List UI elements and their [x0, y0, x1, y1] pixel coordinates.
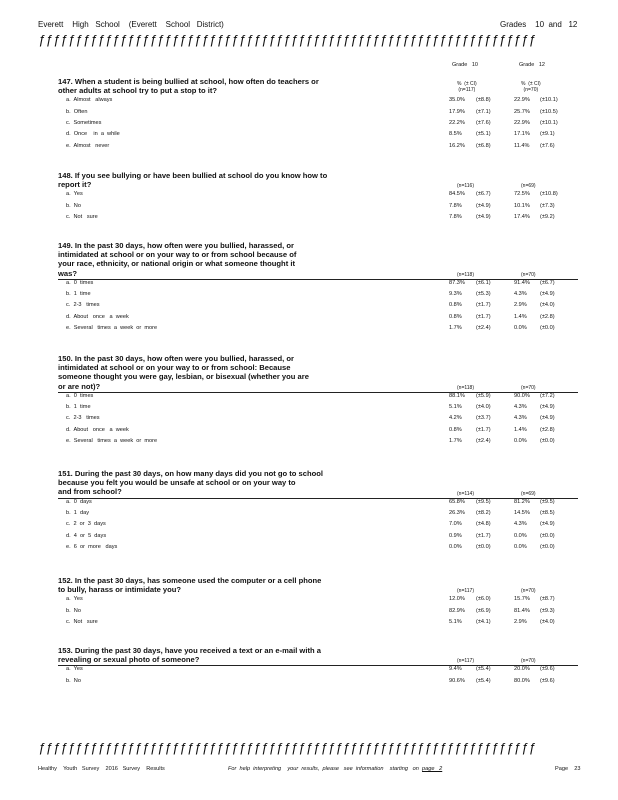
grade-10-ci: (±2.4) [476, 438, 491, 444]
question-number: 148. [58, 171, 73, 180]
school-title: Everett High School (Everett School District) [38, 20, 224, 29]
grade-12-percent: 81.2% [514, 498, 530, 505]
grade-10-heading: Grade 10 [452, 62, 478, 68]
grade-10-percent: 0.8% [449, 313, 462, 320]
grade-12-ci: (±4.9) [540, 521, 555, 528]
grade-10-percent: 7.8% [449, 202, 462, 209]
answer-label: d. 4 or 5 days [66, 532, 107, 539]
grade-10-percent: 22.2% [449, 120, 465, 126]
question-text [58, 241, 578, 278]
grade-10-ci: (±0.0) [476, 543, 491, 550]
answer-row [58, 510, 578, 521]
grade-10-percent: 7.0% [449, 521, 462, 528]
question-text [58, 354, 578, 391]
question-number: 150. [58, 354, 73, 363]
grade-12-ci: (±8.5) [540, 509, 555, 516]
question-block [58, 171, 578, 220]
question-number: 153. [58, 646, 73, 655]
answer-row [58, 314, 578, 325]
question-number: 152. [58, 576, 73, 585]
answer-row [58, 302, 578, 313]
n-grade-12: (n=70) [521, 658, 536, 665]
n-grade-12: (n=69) [521, 490, 536, 497]
grade-10-ci: (±5.4) [476, 677, 491, 684]
grade-12-percent: 0.0% [514, 438, 527, 444]
grade-12-percent: 20.0% [514, 666, 530, 673]
question-prompt: When a student is being bullied at school, how often do teachers or other adults at school try to put a stop to it? [58, 77, 319, 96]
answer-label: a. Almost always [66, 97, 113, 104]
question-block [58, 469, 578, 550]
grade-10-ci: (±4.1) [476, 619, 491, 625]
grade-10-ci: (±1.7) [476, 426, 491, 433]
grade-12-percent: 72.5% [514, 191, 530, 198]
answer-row [58, 191, 578, 202]
answer-label: e. Almost never [66, 142, 110, 149]
grade-10-percent: 35.0% [449, 97, 465, 104]
grade-12-percent: 0.0% [514, 532, 527, 539]
help-text: For help interpreting your results, please see information starting on page 2 [228, 766, 443, 772]
survey-name: Healthy Youth Survey 2016 Survey Results [38, 766, 165, 772]
grade-10-ci: (±7.1) [476, 108, 491, 115]
answer-label: a. Yes [66, 666, 83, 673]
grade-10-ci: (±4.0) [476, 404, 491, 411]
answer-row [58, 109, 578, 120]
grade-12-percent: 4.3% [514, 415, 527, 422]
grade-12-percent: 80.0% [514, 677, 530, 684]
grade-12-percent: 17.4% [514, 214, 530, 220]
page-number: Page 23 [555, 766, 581, 772]
grade-10-percent: 1.7% [449, 438, 462, 444]
grade-12-percent: 11.4% [514, 142, 530, 149]
answer-row [58, 393, 578, 404]
answer-row [58, 214, 578, 225]
answer-label: d. About once a week [66, 426, 129, 433]
grade-12-ci: (±10.5) [540, 108, 558, 115]
answer-label: c. 2-3 times [66, 415, 100, 422]
answer-label: a. 0 times [66, 392, 94, 399]
grade-10-percent: 0.0% [449, 543, 462, 550]
question-text [58, 646, 578, 664]
answer-row [58, 678, 578, 689]
grade-10-ci: (±8.8) [476, 97, 491, 104]
grades-title: Grades 10 and 12 [500, 20, 578, 29]
grade-10-ci: (±2.4) [476, 325, 491, 331]
grade-10-ci: (±4.9) [476, 214, 491, 220]
grade-12-ci: (±9.6) [540, 666, 555, 673]
grade-10-percent: 90.6% [449, 677, 465, 684]
question-number: 149. [58, 241, 73, 250]
grade-10-percent: 12.0% [449, 596, 465, 603]
grade-10-ci: (±3.7) [476, 415, 491, 422]
answer-label: c. Not sure [66, 619, 98, 625]
grade-12-ci: (±4.9) [540, 404, 555, 411]
grade-12-percent: 10.1% [514, 202, 530, 209]
answer-row [58, 666, 578, 677]
grade-10-percent: 9.3% [449, 291, 462, 298]
answer-row [58, 596, 578, 607]
grade-12-percent: 90.0% [514, 392, 530, 399]
grade-12-ci: (±10.8) [540, 191, 558, 198]
grade-12-ci: (±2.8) [540, 426, 555, 433]
grade-10-percent: 26.3% [449, 509, 465, 516]
grade-12-percent: 0.0% [514, 543, 527, 550]
grade-10-ci: (±1.7) [476, 302, 491, 309]
n-grade-12: (n=70) [521, 588, 536, 595]
answer-label: e. 6 or more days [66, 543, 118, 550]
question-text [58, 469, 578, 497]
grade-12-percent: 2.9% [514, 619, 527, 625]
grade-10-percent: 7.8% [449, 214, 462, 220]
grade-10-percent: 9.4% [449, 666, 462, 673]
question-prompt: During the past 30 days, have you received a text or an e-mail with a revealing or sexual photo of someone? [58, 646, 321, 665]
grade-12-ci: (±9.6) [540, 677, 555, 684]
question-number: 151. [58, 469, 73, 478]
grade-10-ci: (±8.2) [476, 509, 491, 516]
n-grade-10: (n=118) [457, 384, 475, 391]
answer-row [58, 203, 578, 214]
grade-10-percent: 1.7% [449, 325, 462, 331]
answer-label: b. No [66, 677, 81, 684]
question-block [58, 241, 578, 331]
answer-label: c. Not sure [66, 214, 98, 220]
grade-10-ci: (±6.0) [476, 596, 491, 603]
answer-label: a. Yes [66, 191, 83, 198]
grade-10-ci: (±7.6) [476, 120, 491, 126]
grade-12-ci: (±4.9) [540, 415, 555, 422]
answer-row [58, 325, 578, 336]
n-grade-12: % (± CI) (n=70) [521, 81, 541, 94]
answer-row [58, 438, 578, 449]
grade-12-ci: (±9.3) [540, 607, 555, 614]
answer-label: b. No [66, 607, 81, 614]
n-grade-10: (n=117) [457, 588, 475, 595]
question-text [58, 77, 578, 95]
answer-label: b. No [66, 202, 81, 209]
grade-12-percent: 4.3% [514, 291, 527, 298]
grade-10-percent: 0.9% [449, 532, 462, 539]
answer-label: a. Yes [66, 596, 83, 603]
grade-12-percent: 15.7% [514, 596, 530, 603]
grade-10-percent: 88.1% [449, 392, 465, 399]
answer-row [58, 608, 578, 619]
grade-12-ci: (±6.7) [540, 279, 555, 286]
n-grade-10: (n=118) [457, 271, 475, 278]
answer-row [58, 97, 578, 108]
grade-12-ci: (±8.7) [540, 596, 555, 603]
answer-row [58, 143, 578, 154]
n-grade-12: (n=70) [521, 271, 536, 278]
answer-row [58, 404, 578, 415]
grade-12-percent: 4.3% [514, 521, 527, 528]
question-block [58, 77, 578, 149]
answer-row [58, 619, 578, 630]
n-grade-10: (n=116) [457, 183, 475, 190]
grade-10-ci: (±6.7) [476, 191, 491, 198]
answer-row [58, 291, 578, 302]
grade-10-percent: 82.9% [449, 607, 465, 614]
answer-row [58, 120, 578, 131]
grade-10-ci: (±5.3) [476, 291, 491, 298]
grade-12-percent: 1.4% [514, 426, 527, 433]
grade-10-ci: (±6.9) [476, 607, 491, 614]
grade-10-ci: (±6.8) [476, 142, 491, 149]
question-prompt: In the past 30 days, has someone used the computer or a cell phone to bully, harass or intimidate you? [58, 576, 322, 595]
question-prompt: If you see bullying or have been bullied at school do you know how to report it? [58, 171, 328, 190]
answer-label: c. 2 or 3 days [66, 521, 106, 528]
grade-10-percent: 8.5% [449, 131, 462, 138]
answer-label: e. Several times a week or more [66, 438, 158, 444]
grade-10-ci: (±9.5) [476, 498, 491, 505]
answer-row [58, 280, 578, 291]
question-prompt: In the past 30 days, how often were you bullied, harassed, or intimidated at school or on your way to or from school: Because someone thought you were gay, lesbian, or bisexual (whether you are or are not)? [58, 354, 309, 391]
answer-label: c. Sometimes [66, 120, 102, 126]
answer-label: e. Several times a week or more [66, 325, 158, 331]
grade-12-percent: 2.9% [514, 302, 527, 309]
grade-10-ci: (±4.8) [476, 521, 491, 528]
answer-row [58, 427, 578, 438]
answer-row [58, 499, 578, 510]
grade-12-ci: (±10.1) [540, 97, 558, 104]
grade-12-ci: (±7.3) [540, 202, 555, 209]
grade-10-ci: (±6.1) [476, 279, 491, 286]
question-block [58, 646, 578, 684]
grade-12-ci: (±0.0) [540, 532, 555, 539]
grade-12-ci: (±9.2) [540, 214, 555, 220]
answer-label: b. 1 time [66, 404, 91, 411]
grade-12-percent: 0.0% [514, 325, 527, 331]
question-prompt: During the past 30 days, on how many days did you not go to school because you felt you would be unsafe at school or on your way to and from school? [58, 469, 323, 497]
grade-10-ci: (±1.7) [476, 532, 491, 539]
grade-10-percent: 65.8% [449, 498, 465, 505]
grade-12-ci: (±7.6) [540, 142, 555, 149]
n-grade-12: (n=70) [521, 384, 536, 391]
grade-10-percent: 4.2% [449, 415, 462, 422]
n-grade-10: (n=114) [457, 490, 475, 497]
grade-12-percent: 25.7% [514, 108, 530, 115]
answer-row [58, 533, 578, 544]
grade-12-ci: (±2.8) [540, 313, 555, 320]
grade-12-ci: (±0.0) [540, 543, 555, 550]
answer-label: d. Once in a while [66, 131, 120, 138]
grade-10-percent: 87.3% [449, 279, 465, 286]
answer-row [58, 521, 578, 532]
grade-10-percent: 16.2% [449, 142, 465, 149]
n-grade-10: % (± CI) (n=117) [457, 81, 477, 94]
help-page-link[interactable]: page 2 [422, 766, 443, 772]
grade-10-percent: 0.8% [449, 302, 462, 309]
answer-label: b. 1 time [66, 291, 91, 298]
question-text [58, 576, 578, 594]
grade-12-ci: (±10.1) [540, 120, 558, 126]
grade-10-percent: 17.9% [449, 108, 465, 115]
question-number: 147. [58, 77, 73, 86]
grade-12-percent: 1.4% [514, 313, 527, 320]
grade-12-percent: 17.1% [514, 131, 530, 138]
answer-row [58, 131, 578, 142]
grade-12-ci: (±0.0) [540, 438, 555, 444]
bottom-divider: ƒƒƒƒƒƒƒƒƒƒƒƒƒƒƒƒƒƒƒƒƒƒƒƒƒƒƒƒƒƒƒƒƒƒƒƒƒƒƒƒƒƒƒƒƒƒƒƒƒƒƒƒƒƒƒƒƒƒƒƒƒƒƒƒƒƒƒ [38, 740, 536, 755]
question-prompt: In the past 30 days, how often were you bullied, harassed, or intimidated at school or on your way to or from school because of your race, ethnicity, or national origin or what someone thought it was? [58, 241, 297, 278]
grade-10-percent: 5.1% [449, 404, 462, 411]
answer-label: d. About once a week [66, 313, 129, 320]
answer-row [58, 544, 578, 555]
grade-10-ci: (±5.1) [476, 131, 491, 138]
grade-12-ci: (±4.9) [540, 291, 555, 298]
top-divider: ƒƒƒƒƒƒƒƒƒƒƒƒƒƒƒƒƒƒƒƒƒƒƒƒƒƒƒƒƒƒƒƒƒƒƒƒƒƒƒƒƒƒƒƒƒƒƒƒƒƒƒƒƒƒƒƒƒƒƒƒƒƒƒƒƒƒƒ [38, 32, 536, 47]
grade-10-ci: (±4.9) [476, 202, 491, 209]
grade-12-percent: 91.4% [514, 279, 530, 286]
answer-label: b. Often [66, 108, 88, 115]
grade-10-ci: (±5.9) [476, 392, 491, 399]
answer-label: a. 0 times [66, 279, 94, 286]
grade-10-ci: (±5.4) [476, 666, 491, 673]
grade-12-percent: 14.5% [514, 509, 530, 516]
grade-10-ci: (±1.7) [476, 313, 491, 320]
grade-12-ci: (±7.2) [540, 392, 555, 399]
grade-12-percent: 22.9% [514, 97, 530, 104]
grade-12-percent: 81.4% [514, 607, 530, 614]
grade-12-percent: 4.3% [514, 404, 527, 411]
grade-10-percent: 84.5% [449, 191, 465, 198]
grade-12-heading: Grade 12 [519, 62, 545, 68]
grade-12-percent: 22.9% [514, 120, 530, 126]
question-text [58, 171, 578, 189]
grade-12-ci: (±9.1) [540, 131, 555, 138]
question-block [58, 576, 578, 625]
n-grade-10: (n=117) [457, 658, 475, 665]
grade-10-percent: 5.1% [449, 619, 462, 625]
question-block [58, 354, 578, 444]
grade-10-percent: 0.8% [449, 426, 462, 433]
answer-row [58, 415, 578, 426]
grade-12-ci: (±4.0) [540, 302, 555, 309]
n-grade-12: (n=69) [521, 183, 536, 190]
grade-12-ci: (±4.0) [540, 619, 555, 625]
grade-12-ci: (±0.0) [540, 325, 555, 331]
grade-12-ci: (±9.5) [540, 498, 555, 505]
answer-label: a. 0 days [66, 498, 92, 505]
answer-label: b. 1 day [66, 509, 90, 516]
answer-label: c. 2-3 times [66, 302, 100, 309]
